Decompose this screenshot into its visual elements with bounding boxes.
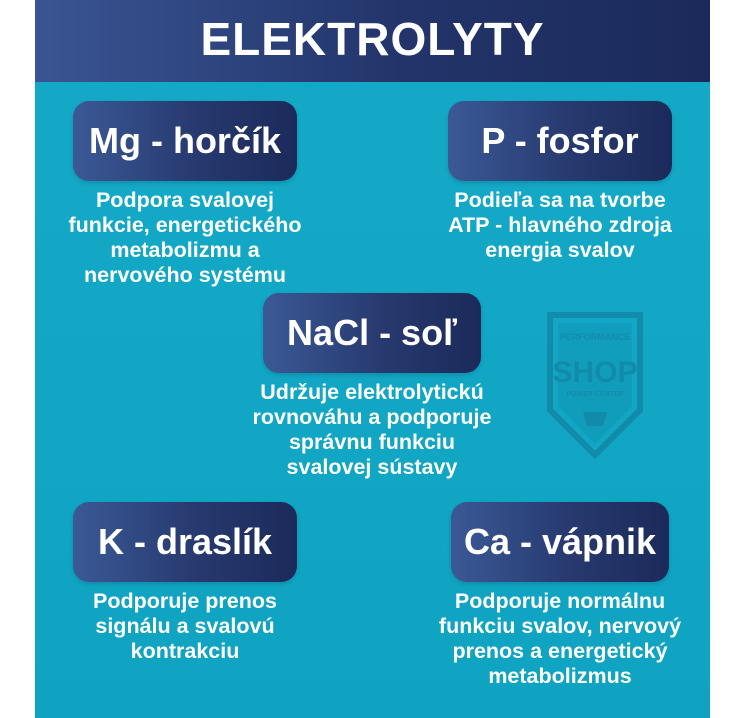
shop-shield-logo-icon (545, 310, 645, 460)
electrolyte-desc-nacl (232, 380, 512, 480)
watermark-bottom-text: POWER CENTER (566, 391, 624, 398)
electrolyte-label-p: P - fosfor (481, 120, 639, 161)
electrolyte-label-mg: Mg - horčík (88, 120, 281, 161)
desc-line: rovnováhu a podporuje (252, 405, 492, 429)
desc-line: Udržuje elektrolytickú (260, 380, 484, 404)
desc-line: funkciu svalov, nervový (438, 614, 682, 638)
desc-line: Podporuje normálnu (454, 589, 666, 613)
page-title: ELEKTROLYTY (200, 13, 545, 65)
desc-line: energia svalov (485, 238, 635, 262)
watermark-main-text: SHOP (552, 356, 638, 389)
electrolyte-label-nacl: NaCl - soľ (287, 312, 457, 353)
electrolyte-pill-nacl (263, 293, 481, 373)
electrolyte-label-k: K - draslík (97, 521, 273, 562)
electrolyte-pill-mg (73, 101, 297, 181)
electrolyte-label-ca: Ca - vápnik (463, 521, 657, 562)
electrolyte-desc-p (420, 188, 700, 263)
desc-line: signálu a svalovú (95, 614, 275, 638)
electrolyte-pill-k (73, 502, 297, 582)
desc-line: funkcie, energetického (68, 213, 302, 237)
watermark-top-text: PERFORMANCE (559, 332, 631, 342)
desc-line: metabolizmu a (110, 238, 260, 262)
title-banner (35, 0, 710, 82)
desc-line: kontrakciu (130, 639, 240, 663)
electrolyte-desc-ca (420, 589, 700, 689)
desc-line: správnu funkciu (288, 430, 456, 454)
electrolyte-desc-k (45, 589, 325, 664)
infographic-panel (35, 0, 710, 718)
desc-line: metabolizmus (488, 664, 632, 688)
desc-line: Podporuje prenos (93, 589, 277, 613)
electrolyte-pill-p (448, 101, 672, 181)
desc-line: prenos a energetický (452, 639, 668, 663)
desc-line: ATP - hlavného zdroja (448, 213, 672, 237)
desc-line: Podpora svalovej (95, 188, 275, 212)
electrolyte-pill-ca (451, 502, 669, 582)
desc-line: svalovej sústavy (286, 455, 458, 479)
electrolyte-desc-mg (45, 188, 325, 288)
desc-line: nervového systému (84, 263, 286, 287)
desc-line: Podieľa sa na tvorbe (454, 188, 666, 212)
